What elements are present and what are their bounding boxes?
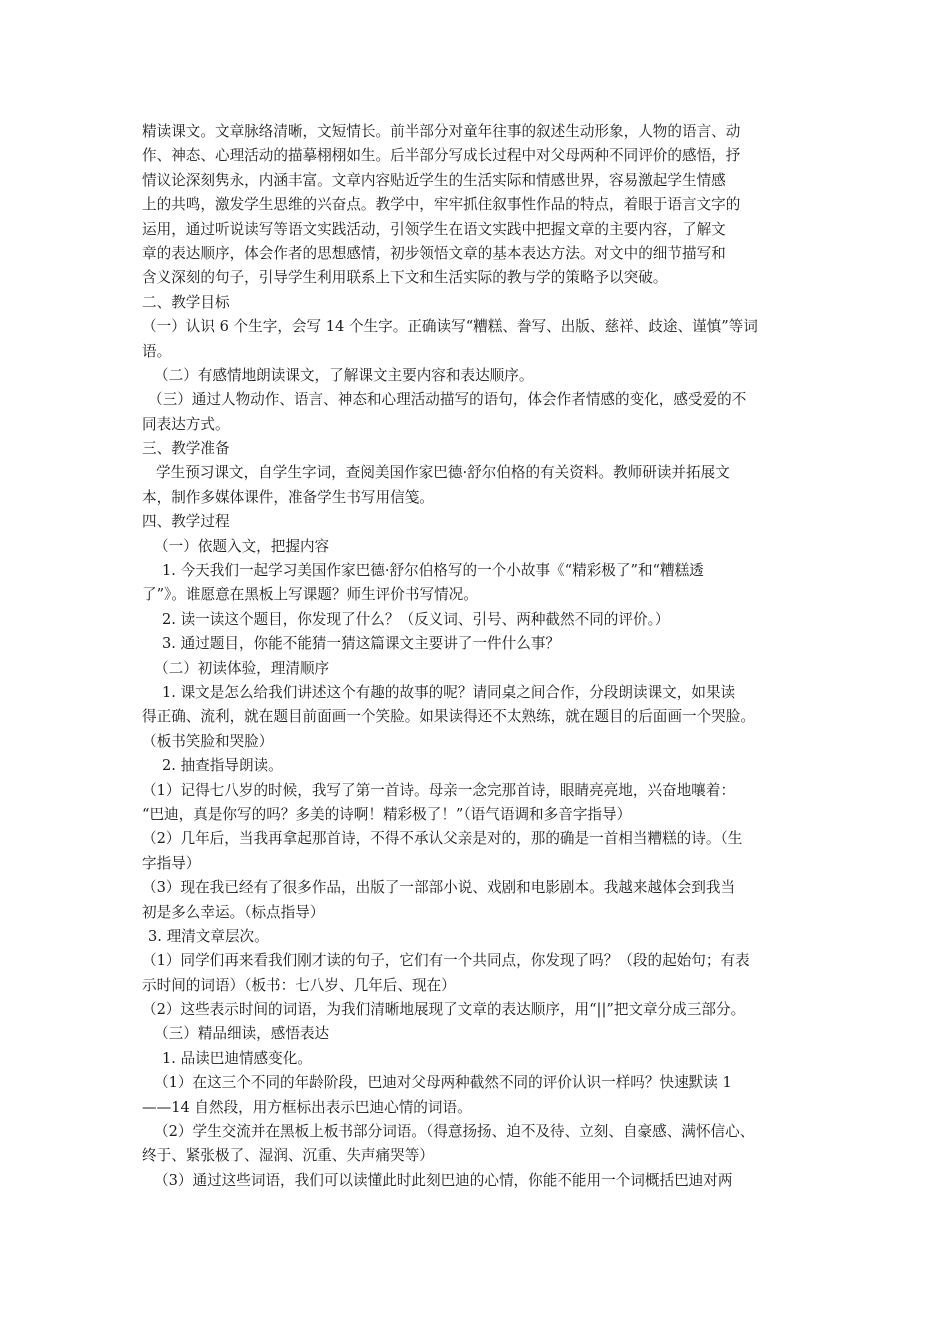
text-line: （板书笑脸和哭脸） bbox=[142, 732, 274, 750]
text-line: （三）通过人物动作、语言、神态和心理活动描写的语句，体会作者情感的变化，感受爱的不 bbox=[148, 391, 747, 409]
text-line: （一）认识 6 个生字，会写 14 个生字。正确读写“糟糕、誊写、出版、慈祥、歧途、谨慎”等词 bbox=[142, 318, 758, 336]
text-line: 3. 理清文章层次。 bbox=[148, 927, 269, 945]
document-page bbox=[142, 120, 822, 1193]
text-line: （2）几年后，当我再拿起那首诗，不得不承认父亲是对的，那的确是一首相当糟糕的诗。（生 bbox=[142, 830, 743, 848]
text-line: 章的表达顺序，体会作者的思想感情，初步领悟文章的基本表达方法。对文中的细节描写和 bbox=[142, 244, 726, 262]
text-line: 2. 读一读这个题目，你发现了什么？（反义词、引号、两种截然不同的评价。） bbox=[162, 610, 670, 628]
text-line: 同表达方式。 bbox=[142, 415, 230, 433]
text-line: 1. 课文是怎么给我们讲述这个有趣的故事的呢？请同桌之间合作，分段朗读课文，如果读 bbox=[162, 683, 736, 701]
section-heading: 二、教学目标 bbox=[142, 293, 230, 311]
text-line: 学生预习课文，自学生字词，查阅美国作家巴德·舒尔伯格的有关资料。教师研读并拓展文 bbox=[156, 464, 730, 482]
text-line: 上的共鸣，激发学生思维的兴奋点。教学中，牢牢抓住叙事性作品的特点，着眼于语言文字的 bbox=[142, 196, 741, 214]
section-heading: 四、教学过程 bbox=[142, 513, 230, 531]
text-line: （2）这些表示时间的词语，为我们清晰地展现了文章的表达顺序，用“||”把文章分成三部分。 bbox=[142, 1001, 746, 1019]
text-line: 作、神态、心理活动的描摹栩栩如生。后半部分写成长过程中对父母两种不同评价的感悟，抒 bbox=[142, 147, 741, 165]
text-line: 1. 品读巴迪情感变化。 bbox=[162, 1049, 312, 1067]
text-line: （1）记得七八岁的时候，我写了第一首诗。母亲一念完那首诗，眼睛亮亮地，兴奋地嚷着： bbox=[142, 781, 736, 799]
text-line: 终于、紧张极了、湿润、沉重、失声痛哭等） bbox=[142, 1147, 434, 1165]
text-line: 情议论深刻隽永，内涵丰富。文章内容贴近学生的生活实际和情感世界，容易激起学生情感 bbox=[142, 171, 726, 189]
text-line: 本，制作多媒体课件，准备学生书写用信笺。 bbox=[142, 488, 434, 506]
subsection-heading: （三）精品细读，感悟表达 bbox=[154, 1025, 330, 1043]
text-line: 得正确、流利，就在题目前面画一个笑脸。如果读得还不太熟练，就在题目的后面画一个哭脸。 bbox=[142, 708, 755, 726]
text-line: 1. 今天我们一起学习美国作家巴德·舒尔伯格写的一个小故事《“精彩极了”和“糟糕透 bbox=[162, 562, 704, 580]
text-line: 2. 抽查指导朗读。 bbox=[162, 757, 283, 775]
text-line: 初是多么幸运。（标点指导） bbox=[142, 903, 325, 921]
text-line: 精读课文。文章脉络清晰，文短情长。前半部分对童年往事的叙述生动形象，人物的语言、动 bbox=[142, 123, 741, 140]
text-line: 含义深刻的句子，引导学生利用联系上下文和生活实际的教与学的策略予以突破。 bbox=[142, 269, 668, 287]
text-line: 字指导） bbox=[142, 854, 201, 872]
text-line: （1）同学们再来看我们刚才读的句子，它们有一个共同点，你发现了吗？（段的起始句；有表 bbox=[142, 952, 750, 970]
section-heading: 三、教学准备 bbox=[142, 440, 230, 458]
text-line: “巴迪，真是你写的吗？多美的诗啊！精彩极了！”（语气语调和多音字指导） bbox=[142, 805, 632, 823]
text-line: （3）通过这些词语，我们可以读懂此时此刻巴迪的心情，你能不能用一个词概括巴迪对两 bbox=[154, 1171, 733, 1189]
text-line: 示时间的词语）（板书：七八岁、几年后、现在） bbox=[142, 976, 456, 994]
text-line: （二）有感情地朗读课文，了解课文主要内容和表达顺序。 bbox=[154, 366, 534, 384]
text-line: 运用，通过听说读写等语文实践活动，引领学生在语文实践中把握文章的主要内容，了解文 bbox=[142, 220, 726, 238]
text-line: （2）学生交流并在黑板上板书部分词语。（得意扬扬、迫不及待、立刻、自豪感、满怀信心、 bbox=[154, 1123, 755, 1141]
subsection-heading: （一）依题入文，把握内容 bbox=[154, 537, 330, 555]
text-line: （1）在这三个不同的年龄阶段，巴迪对父母两种截然不同的评价认识一样吗？快速默读 1 bbox=[154, 1074, 732, 1092]
subsection-heading: （二）初读体验，理清顺序 bbox=[154, 659, 330, 677]
text-line: ——14 自然段，用方框标出表示巴迪心情的词语。 bbox=[142, 1098, 472, 1116]
text-line: 语。 bbox=[142, 342, 172, 360]
text-line: （3）现在我已经有了很多作品，出版了一部部小说、戏剧和电影剧本。我越来越体会到我当 bbox=[142, 879, 736, 897]
text-line: 3. 通过题目，你能不能猜一猜这篇课文主要讲了一件什么事？ bbox=[162, 635, 561, 653]
text-line: 了”》。谁愿意在黑板上写课题？师生评价书写情况。 bbox=[142, 586, 478, 604]
